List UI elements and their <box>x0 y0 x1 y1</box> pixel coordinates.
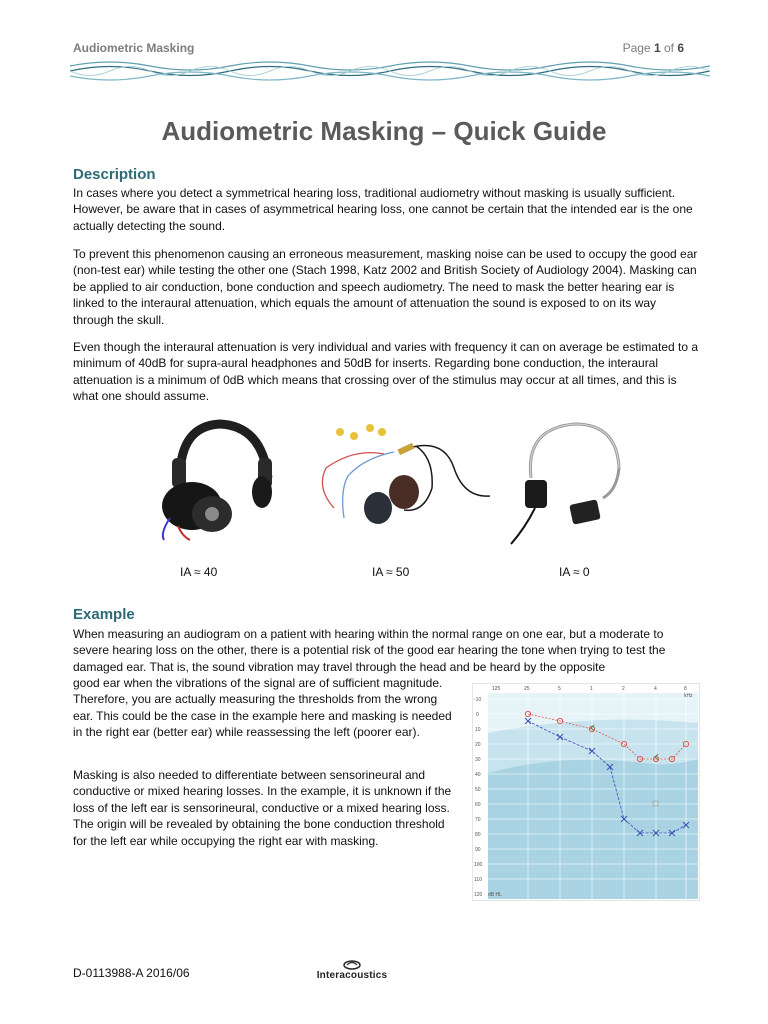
svg-text:40: 40 <box>475 772 481 778</box>
audiogram-chart <box>472 683 700 901</box>
svg-text:25: 25 <box>524 686 530 692</box>
svg-text:0: 0 <box>476 712 479 718</box>
decorative-wave-band <box>70 58 710 84</box>
page-indicator: Page 1 of 6 <box>622 41 684 55</box>
svg-text:60: 60 <box>475 802 481 808</box>
caption-bone: IA ≈ 0 <box>559 565 590 579</box>
svg-text:125: 125 <box>492 686 501 692</box>
svg-text:20: 20 <box>475 742 481 748</box>
svg-text:1: 1 <box>590 686 593 692</box>
svg-text:50: 50 <box>475 787 481 793</box>
svg-text:8: 8 <box>684 686 687 692</box>
svg-text:70: 70 <box>475 817 481 823</box>
example-paragraph-1-continued: good ear when the vibrations of the signal are of sufficient magnitude. Therefore, you are actually measuring the thresholds from the wrong ear. This could be the case in the example here and masking is needed in the right ear (better ear) while reassessing the left (poorer ear). <box>73 676 452 740</box>
svg-text:4: 4 <box>654 686 657 692</box>
supra-aural-headphones-icon <box>150 418 280 543</box>
description-paragraph-3: Even though the interaural attenuation is very individual and varies with frequency it can on average be estimated to a minimum of 40dB for supra-aural headphones and 50dB for inserts. Regarding bone conduction, the interaural attenuation is a minimum of 0dB which means that crossing over of the stimulus may occur at all times, and this is what one should assume. <box>73 340 699 404</box>
example-paragraph-1: When measuring an audiogram on a patient with hearing within the normal range on one ear, but a moderate to severe hearing loss on the other, there is a potential risk of the good ear hearing the tone when trying to test the damaged ear. That is, the sound vibration may travel through the head and be heard by the opposite <box>73 627 666 674</box>
svg-text:dB HL: dB HL <box>488 892 502 898</box>
svg-text:2: 2 <box>622 686 625 692</box>
svg-text:80: 80 <box>475 832 481 838</box>
example-paragraph-2: Masking is also needed to differentiate between sensorineural and conductive or mixed hearing losses. In the example, it is unknown if the loss of the left ear is sensorineural, conductive or a mixed hearing loss. The origin will be revealed by obtaining the bone conduction threshold for the left ear while occupying the right ear with masking. <box>73 768 452 848</box>
page-title: Audiometric Masking – Quick Guide <box>161 116 607 146</box>
bone-conductor-icon <box>505 418 625 548</box>
caption-insert: IA ≈ 50 <box>372 565 410 579</box>
description-heading: Description <box>73 166 156 183</box>
svg-text:5: 5 <box>558 686 561 692</box>
svg-text:110: 110 <box>474 877 482 883</box>
svg-text:90: 90 <box>475 847 481 853</box>
svg-text:30: 30 <box>475 757 481 763</box>
brand-name: Interacoustics <box>316 970 388 981</box>
insert-earphones-icon <box>314 418 494 533</box>
header-section-title: Audiometric Masking <box>73 41 195 55</box>
svg-text:10: 10 <box>475 727 481 733</box>
svg-text:100: 100 <box>474 862 483 868</box>
description-paragraph-1: In cases where you detect a symmetrical hearing loss, traditional audiometry without masking is usually sufficient. However, be aware that in cases of asymmetrical hearing loss, one cannot be certain that the intended ear is the one actually detecting the sound. <box>73 186 693 233</box>
document-id: D-0113988-A 2016/06 <box>73 966 190 980</box>
example-heading: Example <box>73 606 135 623</box>
caption-supra-aural: IA ≈ 40 <box>180 565 218 579</box>
svg-text:kHz: kHz <box>684 693 693 699</box>
description-paragraph-2: To prevent this phenomenon causing an erroneous measurement, masking noise can be used to occupy the good ear (non-test ear) while testing the other one (Stach 1998, Katz 2002 and British Society of Audiology 2004). Masking can be applied to air conduction, bone conduction and speech audiometry. The need to mask the better hearing ear is linked to the interaural attenuation, which equals the amount of attenuation the sound is exposed to on its way through the skull. <box>73 247 698 327</box>
svg-text:120: 120 <box>474 892 483 898</box>
svg-text:-10: -10 <box>474 697 482 703</box>
